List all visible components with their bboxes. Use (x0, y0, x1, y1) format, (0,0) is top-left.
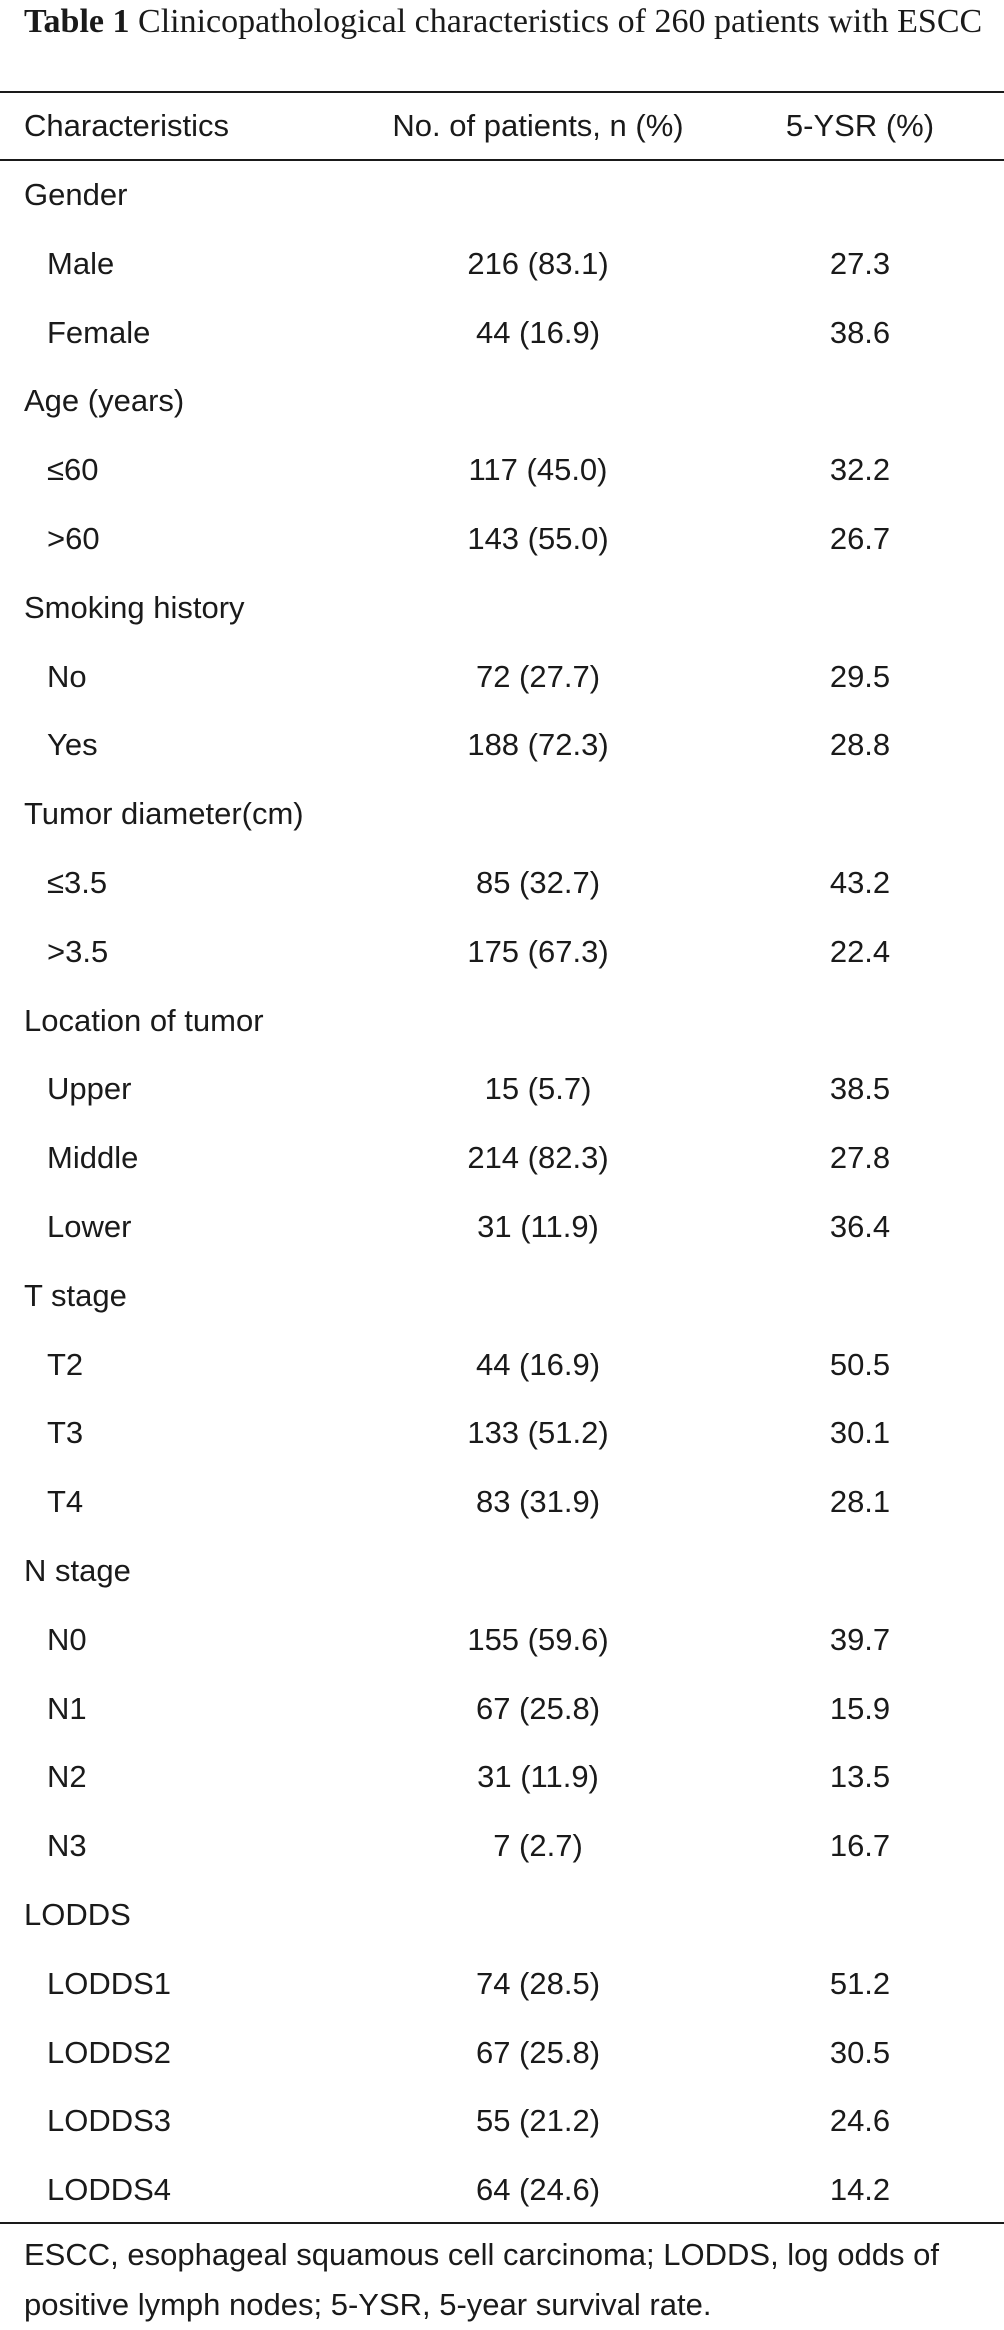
patients-cell: 15 (5.7) (484, 1071, 592, 1107)
row-label: Male (47, 245, 115, 281)
table-row (0, 1193, 1004, 1262)
group-label: T stage (24, 1277, 127, 1313)
table-row (0, 1606, 1004, 1675)
row-label: Lower (47, 1208, 132, 1244)
patients-cell: 64 (24.6) (475, 2172, 601, 2208)
patients-cell: 44 (16.9) (475, 314, 601, 350)
group-label: N stage (24, 1552, 131, 1588)
table-caption-text: Clinicopathological characteristics of 260 patients with ESCC (138, 3, 983, 40)
table-row (0, 711, 1004, 780)
ysr-cell: 13.5 (829, 1759, 891, 1795)
row-label: No (47, 658, 87, 694)
table-group-row (0, 987, 1004, 1056)
row-label: Yes (47, 727, 98, 763)
table-row (0, 1331, 1004, 1400)
table-group-row (0, 780, 1004, 849)
patients-cell: 31 (11.9) (477, 1759, 599, 1795)
row-label: T2 (47, 1346, 84, 1382)
table-row (0, 643, 1004, 712)
row-label: ≤3.5 (47, 864, 108, 900)
row-label: ≤60 (47, 452, 99, 488)
patients-cell: 155 (59.6) (467, 1621, 609, 1657)
ysr-cell: 38.6 (829, 314, 891, 350)
patients-cell: 67 (25.8) (475, 1690, 601, 1726)
ysr-cell: 16.7 (829, 1828, 891, 1864)
table-group-row (0, 161, 1004, 230)
table-row (0, 2019, 1004, 2088)
header-characteristics: Characteristics (24, 108, 229, 143)
row-label: Middle (47, 1140, 139, 1176)
patients-cell: 67 (25.8) (475, 2034, 601, 2070)
ysr-cell: 36.4 (829, 1208, 891, 1244)
ysr-cell: 26.7 (829, 520, 891, 556)
patients-cell: 188 (72.3) (467, 727, 609, 763)
patients-cell: 133 (51.2) (467, 1415, 609, 1451)
table-row (0, 1812, 1004, 1881)
row-label: Upper (47, 1071, 132, 1107)
group-label: Gender (24, 177, 128, 212)
table-caption-label: Table 1 (24, 3, 130, 40)
row-label: T4 (47, 1484, 84, 1520)
group-label: Tumor diameter(cm) (24, 796, 304, 832)
patients-cell: 72 (27.7) (475, 658, 601, 694)
ysr-cell: 28.1 (829, 1484, 891, 1520)
table-row (0, 1675, 1004, 1744)
row-label: N0 (47, 1621, 87, 1657)
patients-cell: 175 (67.3) (467, 933, 609, 969)
table-row (0, 505, 1004, 574)
ysr-cell: 50.5 (829, 1346, 891, 1382)
ysr-cell: 38.5 (829, 1071, 891, 1107)
patients-cell: 85 (32.7) (475, 864, 601, 900)
row-label: LODDS1 (47, 1965, 172, 2001)
table-group-row (0, 367, 1004, 436)
ysr-cell: 51.2 (829, 1965, 891, 2001)
patients-cell: 216 (83.1) (467, 245, 609, 281)
table-row (0, 2087, 1004, 2156)
group-label: Age (years) (24, 383, 185, 419)
row-label: N3 (47, 1828, 87, 1864)
table-body (0, 161, 1004, 2225)
table-group-row (0, 1262, 1004, 1331)
ysr-cell: 32.2 (829, 452, 891, 488)
table-row (0, 918, 1004, 987)
row-label: Female (47, 314, 151, 350)
table-row (0, 1399, 1004, 1468)
table-row (0, 299, 1004, 368)
row-label: N1 (47, 1690, 87, 1726)
ysr-cell: 29.5 (829, 658, 891, 694)
group-label: Location of tumor (24, 1002, 264, 1038)
table-row (0, 1743, 1004, 1812)
ysr-cell: 27.3 (829, 245, 891, 281)
table-header-row (0, 93, 1004, 159)
ysr-cell: 27.8 (829, 1140, 891, 1176)
table-caption (24, 0, 984, 43)
ysr-cell: 15.9 (829, 1690, 891, 1726)
row-label: LODDS4 (47, 2172, 172, 2208)
table-footnote: ESCC, esophageal squamous cell carcinoma; LODDS, log odds of positive lymph nodes; 5-YSR, 5-year survival rate. (24, 2237, 939, 2322)
row-label: >60 (47, 520, 100, 556)
patients-cell: 31 (11.9) (477, 1208, 599, 1244)
patients-cell: 83 (31.9) (475, 1484, 601, 1520)
header-5ysr: 5-YSR (%) (785, 108, 935, 143)
patients-cell: 143 (55.0) (467, 520, 609, 556)
table-row (0, 849, 1004, 918)
table-group-row (0, 1537, 1004, 1606)
group-label: LODDS (24, 1896, 131, 1932)
row-label: >3.5 (47, 933, 109, 969)
patients-cell: 117 (45.0) (468, 452, 608, 488)
table-row (0, 436, 1004, 505)
ysr-cell: 43.2 (829, 864, 891, 900)
ysr-cell: 22.4 (829, 933, 891, 969)
patients-cell: 55 (21.2) (475, 2103, 601, 2139)
patients-cell: 74 (28.5) (475, 1965, 601, 2001)
row-label: T3 (47, 1415, 84, 1451)
ysr-cell: 30.5 (829, 2034, 891, 2070)
bottom-rule (0, 2222, 1004, 2224)
table-row (0, 1468, 1004, 1537)
table-row (0, 1124, 1004, 1193)
table-row (0, 2156, 1004, 2225)
table-row (0, 1055, 1004, 1124)
patients-cell: 44 (16.9) (475, 1346, 601, 1382)
ysr-cell: 14.2 (829, 2172, 891, 2208)
table-row (0, 1950, 1004, 2019)
table-row (0, 230, 1004, 299)
row-label: LODDS3 (47, 2103, 172, 2139)
ysr-cell: 24.6 (829, 2103, 891, 2139)
row-label: LODDS2 (47, 2034, 172, 2070)
ysr-cell: 28.8 (829, 727, 891, 763)
header-patients: No. of patients, n (%) (392, 108, 684, 143)
ysr-cell: 39.7 (829, 1621, 891, 1657)
patients-cell: 7 (2.7) (493, 1828, 583, 1864)
table-group-row (0, 574, 1004, 643)
ysr-cell: 30.1 (829, 1415, 891, 1451)
patients-cell: 214 (82.3) (467, 1140, 609, 1176)
row-label: N2 (47, 1759, 87, 1795)
group-label: Smoking history (24, 589, 245, 625)
table-group-row (0, 1881, 1004, 1950)
